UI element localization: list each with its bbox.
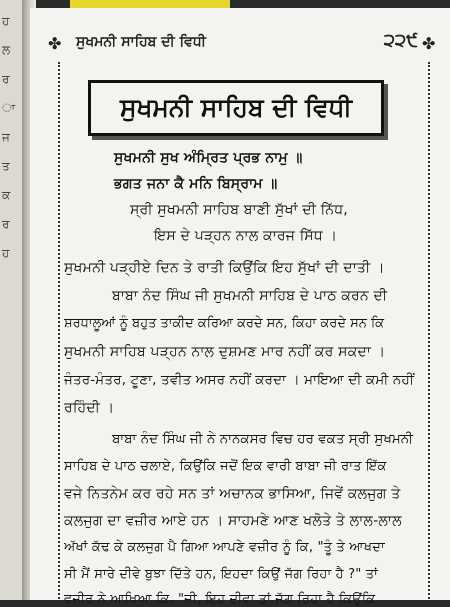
facing-page-fragment: ਕ [2, 188, 11, 202]
facing-page-fragment: ਰ [2, 72, 10, 86]
couplet-line: ਇਸ ਦੇ ਪੜ੍ਹਨ ਨਾਲ ਕਾਰਜ ਸਿੱਧ । [154, 228, 338, 244]
ornament-icon: ✤ [422, 34, 436, 53]
facing-page-fragment: ਹ [2, 246, 10, 260]
paragraph-line: ਰਹਿੰਦੀ । [64, 400, 115, 416]
couplet-line: ਸ੍ਰੀ ਸੁਖਮਨੀ ਸਾਹਿਬ ਬਾਣੀ ਸੁੱਖਾਂ ਦੀ ਨਿੱਧ, [130, 202, 348, 218]
paragraph-line: ਸ਼ਰਧਾਲੂਆਂ ਨੂੰ ਬਹੁਤ ਤਾਕੀਦ ਕਰਿਆ ਕਰਦੇ ਸਨ, ਕਿਹਾ ਕਰਦੇ ਸਨ ਕਿ [64, 316, 384, 331]
verse-line: ਭਗਤ ਜਨਾ ਕੈ ਮਨਿ ਬਿਸ੍ਰਾਮ ॥ [114, 176, 278, 192]
book-page [30, 8, 450, 607]
title-box [88, 80, 384, 136]
facing-page-fragment: ਹ [2, 14, 10, 28]
paragraph-line: ਸੀ ਮੈਂ ਸਾਰੇ ਦੀਵੇ ਬੁਝਾ ਦਿੱਤੇ ਹਨ, ਇਹਦਾ ਕਿਉਂ ਜੱਗ ਰਿਹਾ ਹੈ ?" ਤਾਂ [64, 567, 379, 582]
paragraph-line: ਸੁਖਮਨੀ ਸਾਹਿਬ ਪੜ੍ਹਨ ਨਾਲ ਦੁਸ਼ਮਣ ਮਾਰ ਨਹੀਂ ਕਰ ਸਕਦਾ । [64, 344, 386, 360]
page-title: ਸੁਖਮਨੀ ਸਾਹਿਬ ਦੀ ਵਿਧੀ [119, 93, 353, 122]
paragraph-line: ਜੰਤਰ-ਮੰਤਰ, ਟੂਣਾ, ਤਵੀਤ ਅਸਰ ਨਹੀਂ ਕਰਦਾ । ਮਾਇਆ ਦੀ ਕਮੀ ਨਹੀਂ [64, 372, 415, 388]
facing-page-fragment: ਲ [2, 43, 11, 57]
paragraph-line: ਵਜੇ ਨਿਤਨੇਮ ਕਰ ਰਹੇ ਸਨ ਤਾਂ ਅਚਾਨਕ ਭਾਸਿਆ, ਜਿਵੇਂ ਕਲਜੁਗ ਤੇ [64, 486, 401, 502]
paragraph-line: ਬਾਬਾ ਨੰਦ ਸਿੰਘ ਜੀ ਨੇ ਨਾਨਕਸਰ ਵਿਚ ਹਰ ਵਕਤ ਸ੍ਰੀ ਸੁਖਮਨੀ [112, 432, 414, 447]
facing-page-fragment: ਤ [2, 159, 10, 173]
facing-page-fragment: ਜ [2, 130, 10, 144]
paragraph-line: ਸੁਖਮਨੀ ਪੜ੍ਹੀਏ ਦਿਨ ਤੇ ਰਾਤੀ ਕਿਉਂਕਿ ਇਹ ਸੁੱਖਾਂ ਦੀ ਦਾਤੀ । [64, 260, 385, 276]
border-right [428, 62, 432, 602]
paragraph-line: ਵਜ਼ੀਰ ਨੇ ਆਖਿਆ ਕਿ, "ਜੀ, ਇਹ ਦੀਵਾ ਤਾਂ ਜੱਗ ਰਿਹਾ ਹੈ ਕਿਉਂਕਿ [64, 592, 376, 607]
paragraph-line: ਕਲਜੁਗ ਦਾ ਵਜ਼ੀਰ ਆਏ ਹਨ । ਸਾਹਮਣੇ ਆਣ ਖਲੋਤੇ ਤੇ ਲਾਲ-ਲਾਲ [64, 513, 402, 529]
page-header [48, 32, 438, 54]
facing-page-fragment: ਾ [2, 101, 16, 115]
paragraph-line: ਸਾਹਿਬ ਦੇ ਪਾਠ ਚਲਾਏ, ਕਿਉਂਕਿ ਜਦੋਂ ਇਕ ਵਾਰੀ ਬਾਬਾ ਜੀ ਰਾਤ ਇੱਕ [64, 459, 387, 474]
page-number: ੨੨੯ [383, 30, 418, 51]
running-header: ਸੁਖਮਨੀ ਸਾਹਿਬ ਦੀ ਵਿਧੀ [76, 34, 206, 50]
ornament-icon: ✤ [48, 34, 62, 53]
paragraph-line: ਅੱਖਾਂ ਕੱਢ ਕੇ ਕਲਜੁਗ ਪੈ ਗਿਆ ਆਪਣੇ ਵਜ਼ੀਰ ਨੂੰ ਕਿ, "ਤੂੰ ਤੇ ਆਖਦਾ [64, 540, 385, 555]
paragraph-line: ਬਾਬਾ ਨੰਦ ਸਿੰਘ ਜੀ ਸੁਖਮਨੀ ਸਾਹਿਬ ਦੇ ਪਾਠ ਕਰਨ ਦੀ [112, 288, 388, 304]
facing-page-fragment: ਰ [2, 217, 10, 231]
verse-line: ਸੁਖਮਨੀ ਸੁਖ ਅੰਮ੍ਰਿਤ ਪ੍ਰਭ ਨਾਮੁ ॥ [114, 150, 303, 166]
border-left [58, 62, 62, 602]
